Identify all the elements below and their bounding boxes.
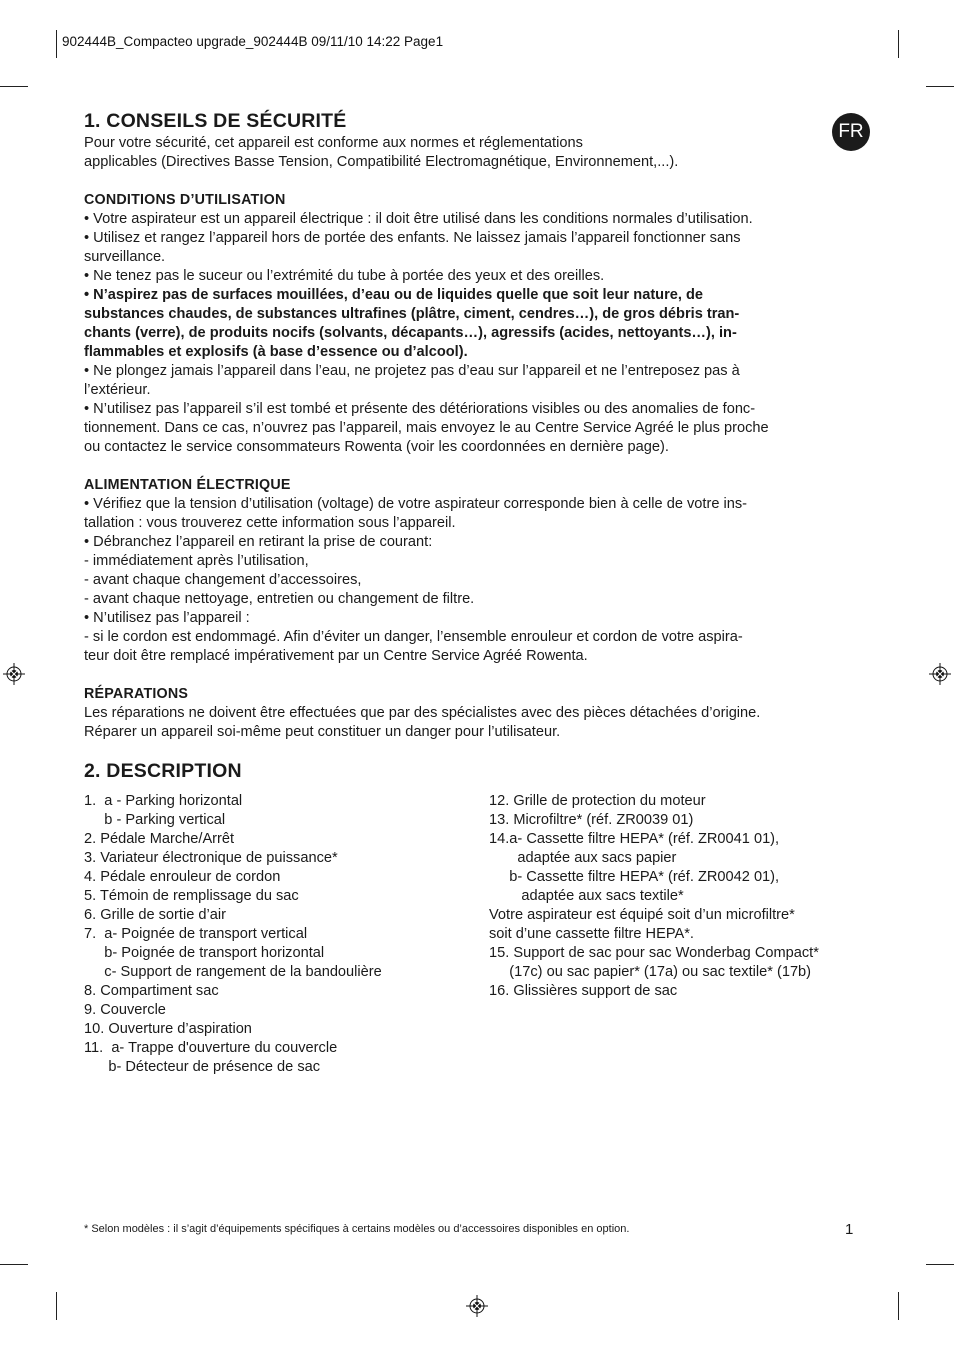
text-line: Réparer un appareil soi-même peut constituer un danger pour l’utilisateur. [84, 724, 561, 740]
list-item: Votre aspirateur est équipé soit d’un microfiltre* [489, 907, 795, 923]
registration-mark-icon [466, 1295, 488, 1317]
list-item: (17c) ou sac papier* (17a) ou sac textile* (17b) [489, 964, 812, 980]
text-line: - avant chaque changement d’accessoires, [84, 572, 362, 588]
crop-mark-bottom-right-h [926, 1264, 954, 1265]
list-item: 8. Compartiment sac [84, 983, 219, 999]
crop-mark-top-right-v [898, 30, 899, 58]
page-number: 1 [845, 1221, 854, 1238]
warning-line: • N’aspirez pas de surfaces mouillées, d’eau ou de liquides quelle que soit leur nature, de [84, 287, 704, 303]
list-item: 11. a- Trappe d'ouverture du couvercle [84, 1040, 338, 1056]
text-line: ou contactez le service consommateurs Rowenta (voir les coordonnées en dernière page). [84, 439, 669, 455]
list-item: adaptée aux sacs textile* [489, 888, 684, 904]
list-item: 13. Microfiltre* (réf. ZR0039 01) [489, 812, 694, 828]
crop-mark-top-left-v [56, 30, 57, 58]
text-line: • Ne plongez jamais l’appareil dans l’eau, ne projetez pas d’eau sur l’appareil et ne l’entreposez pas à [84, 363, 740, 379]
text-line: • Ne tenez pas le suceur ou l’extrémité du tube à portée des yeux et des oreilles. [84, 268, 605, 284]
list-item: 14.a- Cassette filtre HEPA* (réf. ZR0041 01), [489, 831, 780, 847]
text-line: • N’utilisez pas l’appareil s’il est tombé et présente des détériorations visibles ou des anomalies de fonc- [84, 401, 756, 417]
text-line: - si le cordon est endommagé. Afin d’éviter un danger, l’ensemble enrouleur et cordon de votre aspira- [84, 629, 743, 645]
text-line: teur doit être remplacé impérativement par un Centre Service Agréé Rowenta. [84, 648, 588, 664]
crop-mark-bottom-left-h [0, 1264, 28, 1265]
subsection-heading: RÉPARATIONS [84, 686, 189, 702]
list-item: 15. Support de sac pour sac Wonderbag Compact* [489, 945, 819, 961]
crop-mark-bottom-right-v [898, 1292, 899, 1320]
text-line: l’extérieur. [84, 382, 151, 398]
list-item: 9. Couvercle [84, 1002, 166, 1018]
text-line: tallation : vous trouverez cette information sous l’appareil. [84, 515, 456, 531]
list-item: 6. Grille de sortie d’air [84, 907, 226, 923]
list-item: 3. Variateur électronique de puissance* [84, 850, 338, 866]
crop-mark-top-left-h [0, 86, 28, 87]
list-item: 2. Pédale Marche/Arrêt [84, 831, 235, 847]
section-title: 1. CONSEILS DE SÉCURITÉ [84, 110, 347, 132]
section-title: 2. DESCRIPTION [84, 760, 242, 782]
warning-line: chants (verre), de produits nocifs (solvants, décapants…), agressifs (acides, nettoyants…), in- [84, 325, 737, 341]
list-item: soit d’une cassette filtre HEPA*. [489, 926, 694, 942]
subsection-heading: CONDITIONS D’UTILISATION [84, 192, 286, 208]
language-badge: FR [832, 113, 870, 151]
text-line: • Votre aspirateur est un appareil électrique : il doit être utilisé dans les conditions normales d’utilisation. [84, 211, 753, 227]
description-left-column [84, 792, 484, 1077]
list-item: 1. a - Parking horizontal [84, 793, 243, 809]
list-item: adaptée aux sacs papier [489, 850, 677, 866]
registration-mark-icon [3, 663, 25, 685]
crop-mark-top-right-h [926, 86, 954, 87]
list-item: c- Support de rangement de la bandoulière [84, 964, 382, 980]
list-item: 5. Témoin de remplissage du sac [84, 888, 299, 904]
text-line: • Débranchez l’appareil en retirant la prise de courant: [84, 534, 433, 550]
list-item: b - Parking vertical [84, 812, 226, 828]
text-line: - avant chaque nettoyage, entretien ou changement de filtre. [84, 591, 475, 607]
text-line: tionnement. Dans ce cas, n’ouvrez pas l’appareil, mais envoyez le au Centre Service Agréé le plus proche [84, 420, 769, 436]
list-item: 10. Ouverture d’aspiration [84, 1021, 252, 1037]
footnote: * Selon modèles : il s’agit d’équipements spécifiques à certains modèles ou d’accessoires disponibles en option. [84, 1223, 630, 1235]
crop-mark-bottom-left-v [56, 1292, 57, 1320]
list-item: b- Détecteur de présence de sac [84, 1059, 321, 1075]
text-line: Les réparations ne doivent être effectuées que par des spécialistes avec des pièces détachées d’origine. [84, 705, 761, 721]
list-item: 4. Pédale enrouleur de cordon [84, 869, 281, 885]
list-item: 7. a- Poignée de transport vertical [84, 926, 308, 942]
list-item: 16. Glissières support de sac [489, 983, 678, 999]
text-line: • Vérifiez que la tension d’utilisation (voltage) de votre aspirateur corresponde bien à celle de votre ins- [84, 496, 748, 512]
text-line: • Utilisez et rangez l’appareil hors de portée des enfants. Ne laissez jamais l’appareil fonctionner sans [84, 230, 741, 246]
intro-line: applicables (Directives Basse Tension, Compatibilité Electromagnétique, Environnement,...). [84, 154, 679, 170]
warning-line: flammables et explosifs (à base d’essence ou d’alcool). [84, 344, 468, 360]
intro-line: Pour votre sécurité, cet appareil est conforme aux normes et réglementations [84, 135, 583, 151]
section-safety [84, 108, 874, 742]
registration-mark-icon [929, 663, 951, 685]
description-right-column [489, 792, 889, 1001]
list-item: b- Poignée de transport horizontal [84, 945, 325, 961]
list-item: 12. Grille de protection du moteur [489, 793, 706, 809]
subsection-heading: ALIMENTATION ÉLECTRIQUE [84, 477, 291, 493]
warning-line: substances chaudes, de substances ultrafines (plâtre, ciment, cendres…), de gros débris tran- [84, 306, 740, 322]
print-header: 902444B_Compacteo upgrade_902444B 09/11/10 14:22 Page1 [62, 34, 444, 49]
list-item: b- Cassette filtre HEPA* (réf. ZR0042 01), [489, 869, 780, 885]
text-line: • N’utilisez pas l’appareil : [84, 610, 250, 626]
text-line: - immédiatement après l’utilisation, [84, 553, 309, 569]
text-line: surveillance. [84, 249, 166, 265]
